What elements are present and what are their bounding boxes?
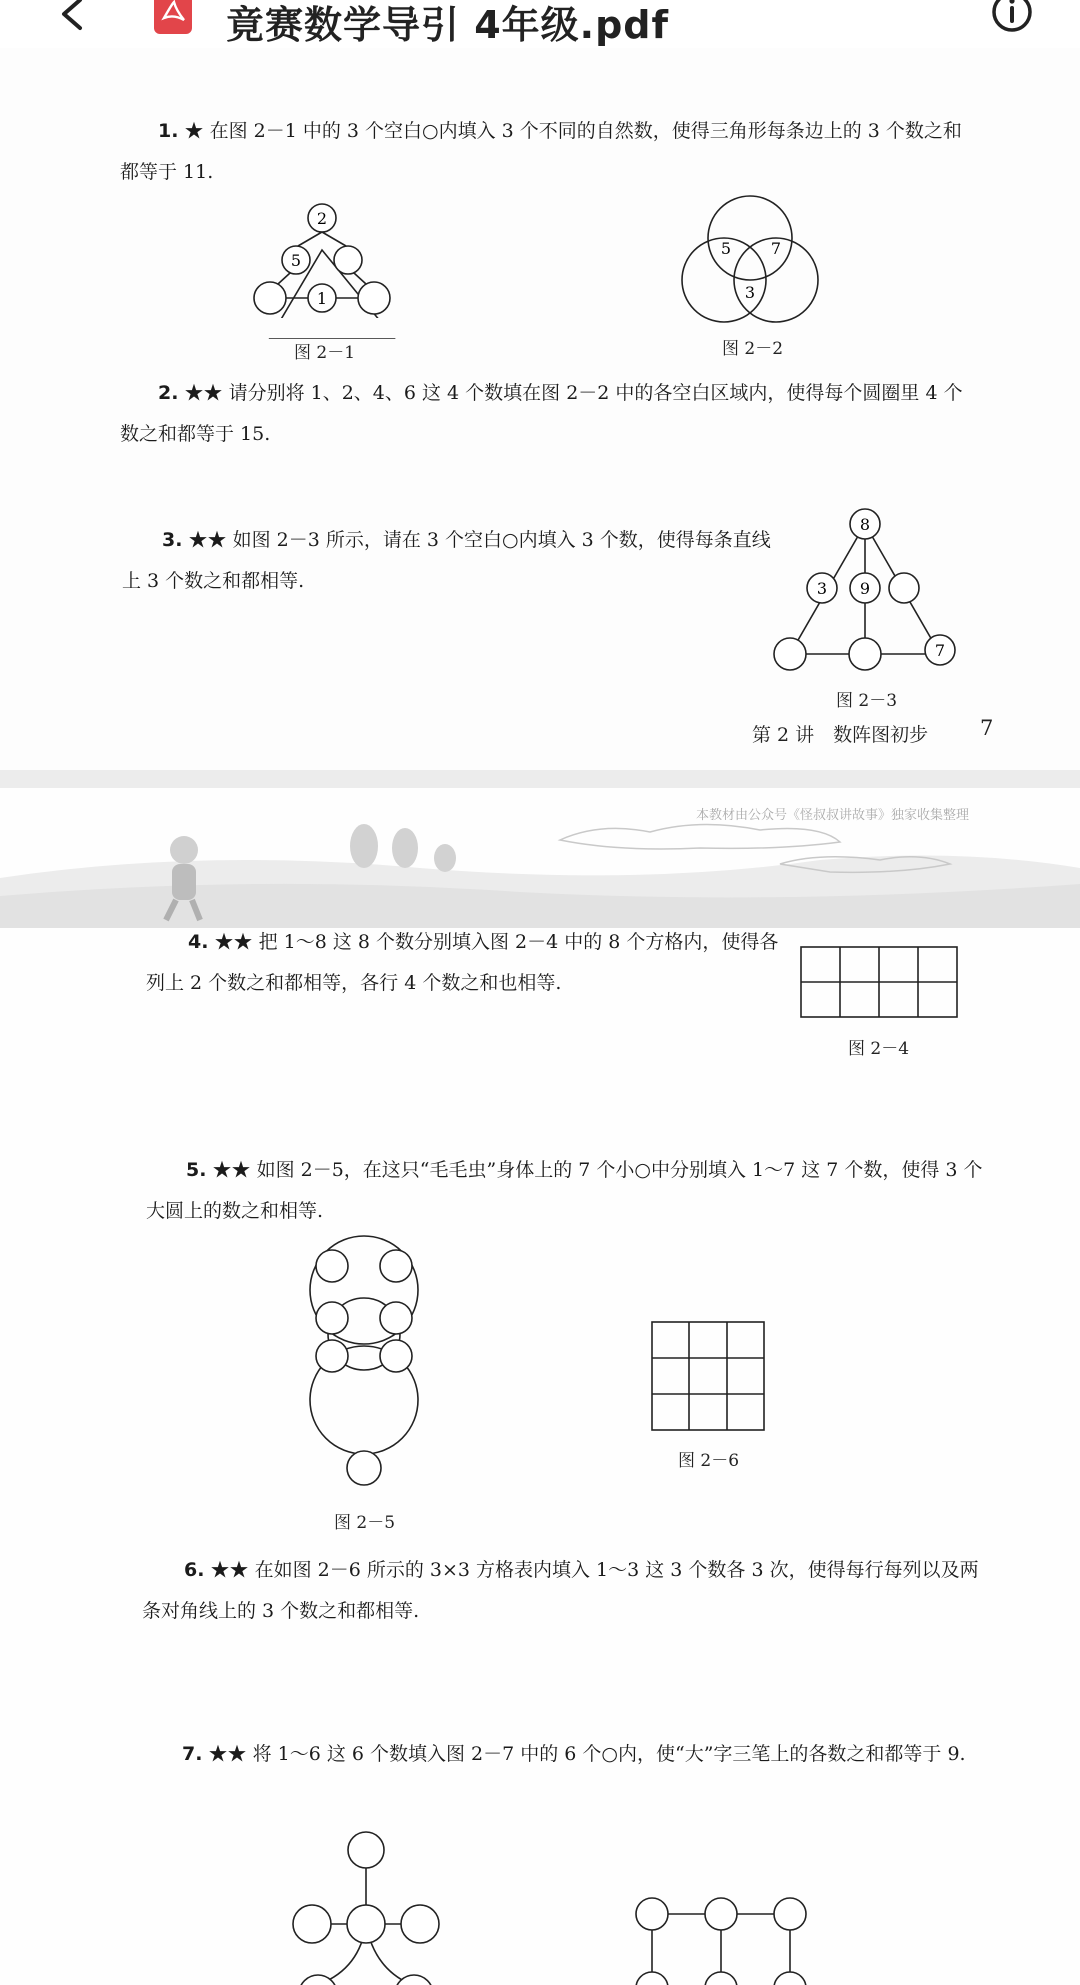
fig22-value-c: 3 xyxy=(744,283,756,302)
figure-2-7 xyxy=(290,1828,460,1985)
pdf-page-7 xyxy=(0,48,1080,770)
fig23-top-value: 8 xyxy=(859,515,871,534)
question-5: 5. ★★ 如图 2－5，在这只“毛毛虫”身体上的 7 个小○中分别填入 1～7 这 7 个数，使得 3 个大圆上的数之和相等. xyxy=(146,1159,983,1222)
fig22-value-a: 5 xyxy=(720,239,732,258)
info-icon xyxy=(990,0,1034,38)
landscape-illustration xyxy=(0,808,1080,928)
watermark: 本教材由公众号《怪叔叔讲故事》独家收集整理 xyxy=(696,808,970,823)
app-toolbar xyxy=(0,0,1080,48)
fig25-caption: 图 2－5 xyxy=(334,1513,396,1533)
figure-2-3 xyxy=(770,508,960,688)
page-separator xyxy=(0,770,1080,788)
question-7: 7. ★★ 将 1～6 这 6 个数填入图 2－7 中的 6 个○内，使“大”字三笔上的各数之和都等于 9. xyxy=(182,1743,966,1765)
fig24-caption: 图 2－4 xyxy=(848,1039,910,1059)
fig22-value-b: 7 xyxy=(770,239,782,258)
figure-2-2 xyxy=(680,196,820,336)
chevron-left-icon xyxy=(44,0,104,40)
page-number: 7 xyxy=(980,716,994,740)
fig23-caption: 图 2－3 xyxy=(836,691,898,711)
question-3: 3. ★★ 如图 2－3 所示，请在 3 个空白○内填入 3 个数，使得每条直线上 3 个数之和都相等. xyxy=(122,529,771,592)
figure-2-6 xyxy=(650,1320,766,1434)
fig21-bottom-value: 1 xyxy=(316,289,328,308)
fig26-caption: 图 2－6 xyxy=(678,1451,740,1471)
fig23-corner-value: 7 xyxy=(934,641,946,660)
figure-2-1 xyxy=(240,198,420,338)
figure-2-8 xyxy=(630,1894,820,1985)
figure-2-5 xyxy=(300,1236,430,1492)
fig23-left-value: 3 xyxy=(816,579,828,598)
figure-2-4 xyxy=(800,946,960,1020)
fig21-top-value: 2 xyxy=(316,209,328,228)
fig21-left-value: 5 xyxy=(290,251,302,270)
page-footer-chapter: 第 2 讲 数阵图初步 xyxy=(752,724,929,746)
document-title: 竟赛数学导引 4年级.pdf xyxy=(226,3,670,47)
info-button[interactable] xyxy=(990,0,1034,38)
question-2: 2. ★★ 请分别将 1、2、4、6 这 4 个数填在图 2－2 中的各空白区域内，使得每个圆圈里 4 个数之和都等于 15. xyxy=(120,382,963,445)
question-4: 4. ★★ 把 1～8 这 8 个数分别填入图 2－4 中的 8 个方格内，使得各列上 2 个数之和都相等，各行 4 个数之和也相等. xyxy=(146,931,779,994)
fig23-mid-value: 9 xyxy=(859,579,871,598)
question-1: 1. ★ 在图 2－1 中的 3 个空白○内填入 3 个不同的自然数，使得三角形每条边上的 3 个数之和都等于 11. xyxy=(120,120,962,183)
pdf-page-8 xyxy=(0,788,1080,1985)
fig21-caption: 图 2－1 xyxy=(294,343,356,363)
back-button[interactable] xyxy=(44,0,104,40)
pdf-icon xyxy=(150,0,196,36)
fig22-caption: 图 2－2 xyxy=(722,339,784,359)
question-6: 6. ★★ 在如图 2－6 所示的 3×3 方格表内填入 1～3 这 3 个数各 3 次，使得每行每列以及两条对角线上的 3 个数之和都相等. xyxy=(142,1559,979,1622)
